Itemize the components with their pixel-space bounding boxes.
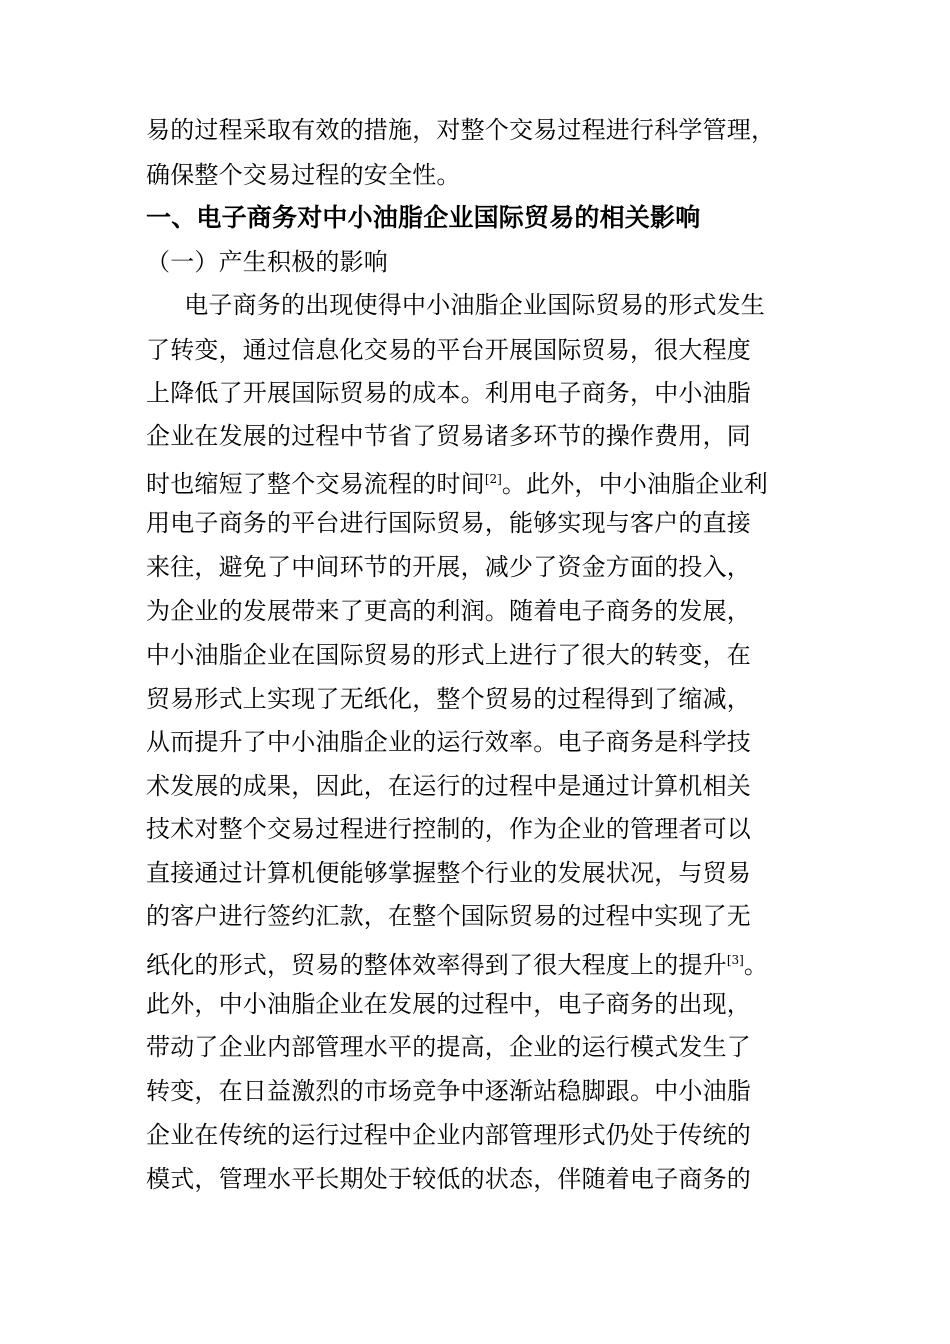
paragraph-line: 易的过程采取有效的措施，对整个交易过程进行科学管理， [146, 116, 776, 144]
paragraph-line: 的客户进行签约汇款，在整个国际贸易的过程中实现了无 [146, 902, 751, 930]
citation-marker: [2] [484, 472, 502, 486]
text-run: 时也缩短了整个交易流程的时间 [146, 470, 485, 498]
paragraph-line: 模式，管理水平长期处于较低的状态，伴随着电子商务的 [146, 1165, 751, 1193]
paragraph-line: 上降低了开展国际贸易的成本。利用电子商务，中小油脂 [146, 379, 751, 407]
citation-marker: [3] [726, 953, 744, 967]
paragraph-line: 企业在发展的过程中节省了贸易诸多环节的操作费用，同 [146, 422, 751, 450]
section-heading: 一、电子商务对中小油脂企业国际贸易的相关影响 [146, 203, 701, 232]
paragraph-line-with-citation [146, 945, 768, 980]
paragraph-line: 带动了企业内部管理水平的提高，企业的运行模式发生了 [146, 1033, 751, 1061]
paragraph-line: 了转变，通过信息化交易的平台开展国际贸易，很大程度 [146, 336, 751, 364]
subsection-heading: （一）产生积极的影响 [146, 248, 388, 276]
paragraph-line: 确保整个交易过程的安全性。 [146, 161, 461, 189]
paragraph-line: 企业在传统的运行过程中企业内部管理形式仍处于传统的 [146, 1121, 751, 1149]
paragraph-line: 从而提升了中小油脂企业的运行效率。电子商务是科学技 [146, 728, 751, 756]
paragraph-line: 用电子商务的平台进行国际贸易，能够实现与客户的直接 [146, 509, 751, 537]
paragraph-line-with-citation [146, 464, 768, 499]
paragraph-line: 直接通过计算机便能够掌握整个行业的发展状况，与贸易 [146, 859, 751, 887]
text-run: 。 [743, 951, 769, 979]
paragraph-line: 技术对整个交易过程进行控制的，作为企业的管理者可以 [146, 815, 751, 843]
paragraph-line: 来往，避免了中间环节的开展，减少了资金方面的投入， [146, 553, 751, 581]
text-run: 纸化的形式，贸易的整体效率得到了很大程度上的提升 [146, 951, 727, 979]
paragraph-line: 术发展的成果，因此，在运行的过程中是通过计算机相关 [146, 772, 751, 800]
paragraph-line: 为企业的发展带来了更高的利润。随着电子商务的发展， [146, 597, 751, 625]
paragraph-line: 贸易形式上实现了无纸化，整个贸易的过程得到了缩减， [146, 685, 751, 713]
text-run: 。此外，中小油脂企业利 [501, 470, 769, 498]
paragraph-line: 此外，中小油脂企业在发展的过程中，电子商务的出现， [146, 990, 751, 1018]
paragraph-line: 中小油脂企业在国际贸易的形式上进行了很大的转变，在 [146, 641, 751, 669]
paragraph-line: 转变，在日益激烈的市场竞争中逐渐站稳脚跟。中小油脂 [146, 1077, 751, 1105]
paragraph-line: 电子商务的出现使得中小油脂企业国际贸易的形式发生 [160, 291, 765, 319]
